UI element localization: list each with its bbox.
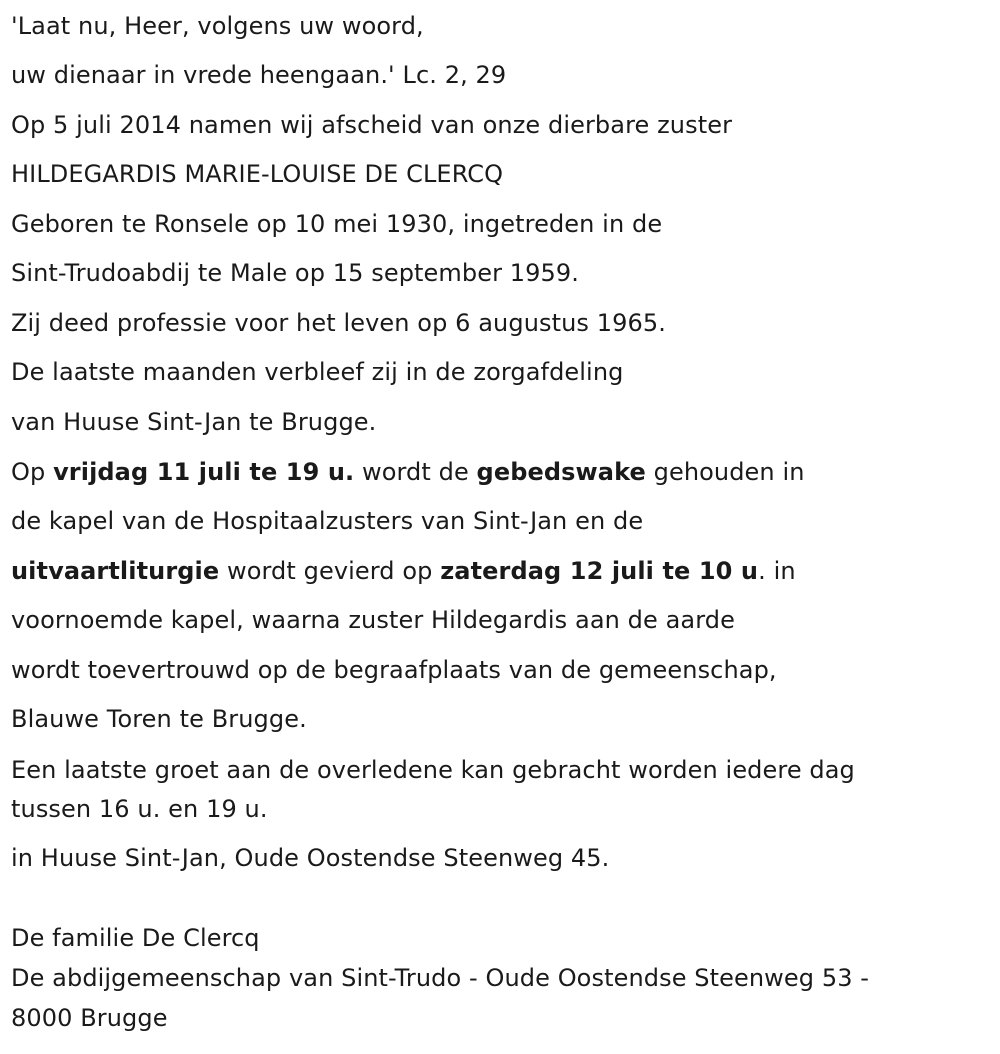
burial-line-1: voornoemde kapel, waarna zuster Hildegardis aan de aarde (11, 606, 735, 634)
funeral-line (11, 553, 796, 589)
funeral-middle: wordt gevierd op (219, 557, 441, 585)
vigil-prefix: Op (11, 458, 54, 486)
greeting-line-2: tussen 16 u. en 19 u. (11, 795, 268, 823)
quote-line-1: 'Laat nu, Heer, volgens uw woord, (11, 12, 424, 40)
funeral-event: uitvaartliturgie (11, 557, 220, 585)
last-months-line-1: De laatste maanden verbleef zij in de zorgafdeling (11, 358, 624, 386)
community-line-1: De abdijgemeenschap van Sint-Trudo - Oude Oostendse Steenweg 53 - (11, 964, 870, 992)
birth-line-1: Geboren te Ronsele op 10 mei 1930, ingetreden in de (11, 210, 663, 238)
intro-line: Op 5 juli 2014 namen wij afscheid van onze dierbare zuster (11, 111, 733, 139)
greeting-line-1: Een laatste groet aan de overledene kan gebracht worden iedere dag (11, 756, 855, 784)
vigil-suffix: gehouden in (645, 458, 805, 486)
funeral-suffix: . in (758, 557, 796, 585)
last-months-line-2: van Huuse Sint-Jan te Brugge. (11, 408, 377, 436)
birth-line-2: Sint-Trudoabdij te Male op 15 september 1959. (11, 259, 580, 287)
vigil-event: gebedswake (476, 458, 646, 486)
community-line-2: 8000 Brugge (11, 1004, 168, 1032)
burial-line-2: wordt toevertrouwd op de begraafplaats van de gemeenschap, (11, 656, 777, 684)
vigil-date: vrijdag 11 juli te 19 u. (53, 458, 355, 486)
deceased-name: HILDEGARDIS MARIE-LOUISE DE CLERCQ (11, 160, 504, 188)
burial-line-3: Blauwe Toren te Brugge. (11, 705, 307, 733)
quote-line-2: uw dienaar in vrede heengaan.' Lc. 2, 29 (11, 61, 507, 89)
chapel-line: de kapel van de Hospitaalzusters van Sint-Jan en de (11, 507, 644, 535)
vigil-line (11, 454, 805, 490)
vigil-middle: wordt de (354, 458, 477, 486)
funeral-date: zaterdag 12 juli te 10 u (440, 557, 759, 585)
profession-line: Zij deed professie voor het leven op 6 augustus 1965. (11, 309, 666, 337)
family-signature: De familie De Clercq (11, 924, 260, 952)
greeting-line-3: in Huuse Sint-Jan, Oude Oostendse Steenweg 45. (11, 844, 610, 872)
